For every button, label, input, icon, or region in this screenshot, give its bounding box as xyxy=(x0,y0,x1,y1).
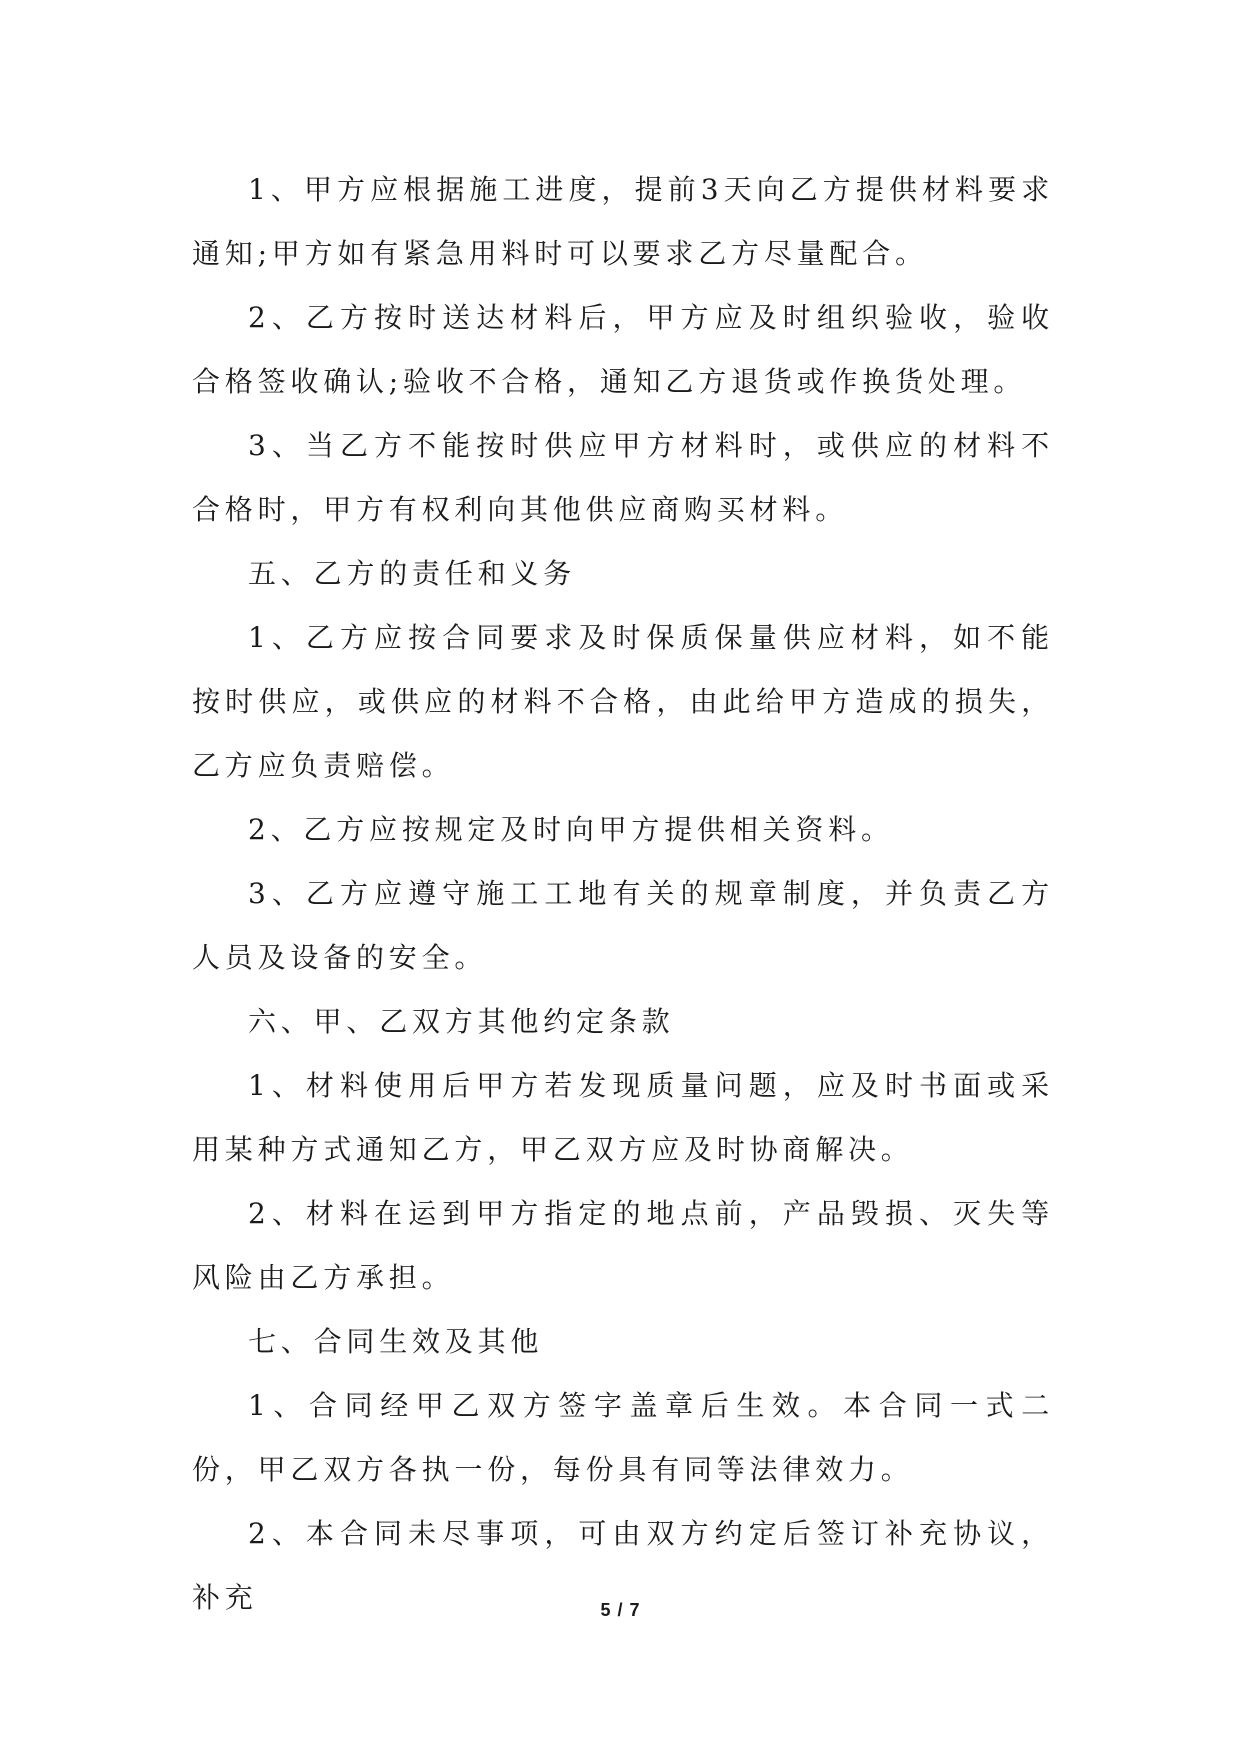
section-heading-other-terms: 六、甲、乙双方其他约定条款 xyxy=(248,1005,675,1038)
clause-quality-issue: 1、材料使用后甲方若发现质量问题，应及时书面或采用某种方式通知乙方，甲乙双方应及时协商解决。 xyxy=(192,1069,1054,1166)
clause-contract-effective: 1、合同经甲乙双方签字盖章后生效。本合同一式二份，甲乙双方各执一份，每份具有同等法律效力。 xyxy=(192,1389,1054,1486)
clause-alternative-supplier: 3、当乙方不能按时供应甲方材料时，或供应的材料不合格时，甲方有权利向其他供应商购买材料。 xyxy=(192,429,1054,526)
section-heading-effectiveness: 七、合同生效及其他 xyxy=(248,1325,544,1358)
clause-supplementary-agreement: 2、本合同未尽事项，可由双方约定后签订补充协议，补充 xyxy=(192,1517,1054,1614)
clause-timely-supply: 1、乙方应按合同要求及时保质保量供应材料，如不能按时供应，或供应的材料不合格，由此给甲方造成的损失，乙方应负责赔偿。 xyxy=(192,621,1054,782)
clause-supply-notice: 1、甲方应根据施工进度，提前3天向乙方提供材料要求通知;甲方如有紧急用料时可以要求乙方尽量配合。 xyxy=(192,173,1054,270)
clause-transport-risk: 2、材料在运到甲方指定的地点前，产品毁损、灭失等风险由乙方承担。 xyxy=(192,1197,1054,1294)
clause-acceptance: 2、乙方按时送达材料后，甲方应及时组织验收，验收合格签收确认;验收不合格，通知乙方退货或作换货处理。 xyxy=(192,301,1054,398)
clause-site-rules: 3、乙方应遵守施工工地有关的规章制度，并负责乙方人员及设备的安全。 xyxy=(192,877,1054,974)
page-number: 5 / 7 xyxy=(600,1600,641,1620)
section-heading-party-b-duties: 五、乙方的责任和义务 xyxy=(248,557,577,590)
document-body xyxy=(192,158,1054,1630)
clause-provide-documents: 2、乙方应按规定及时向甲方提供相关资料。 xyxy=(248,813,894,846)
